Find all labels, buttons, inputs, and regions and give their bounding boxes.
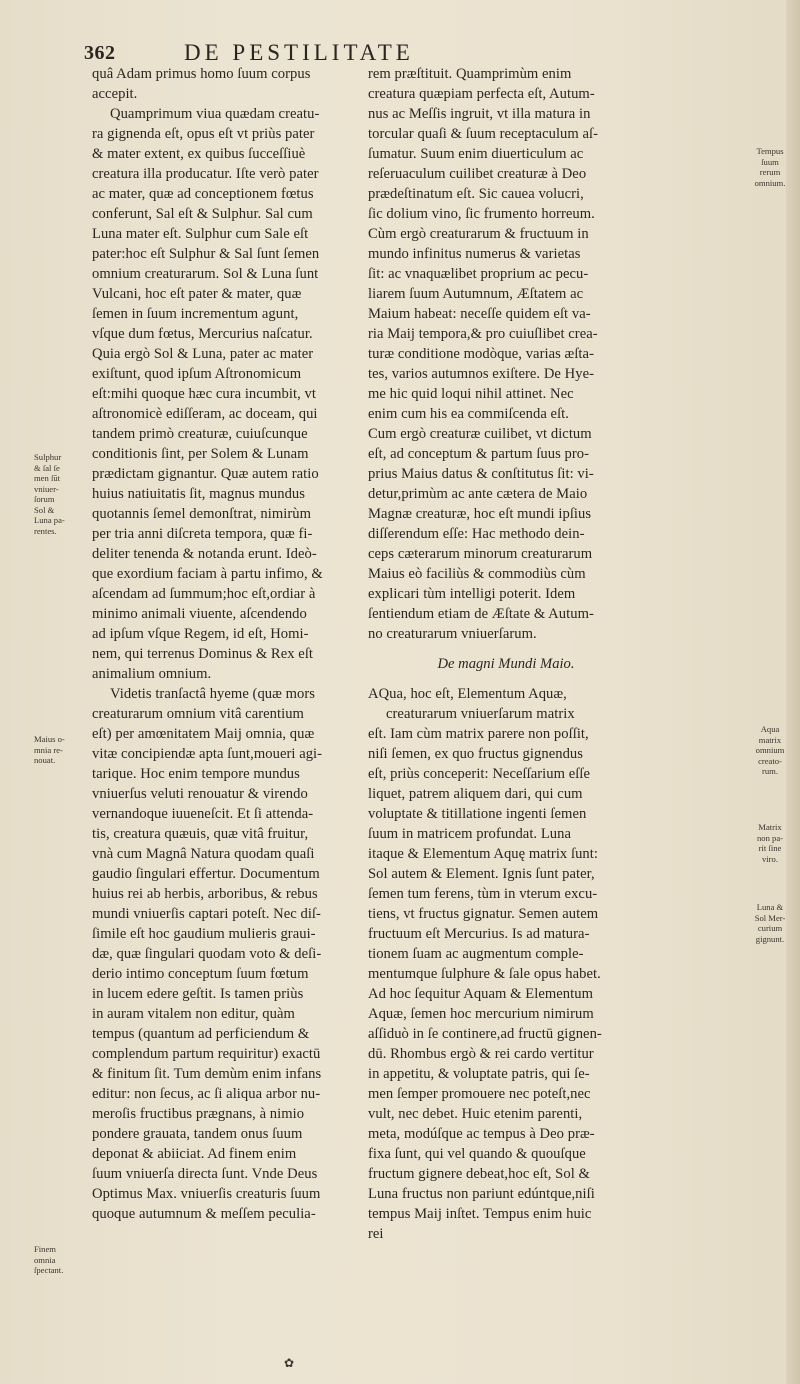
text-line: Maium habeat: neceſſe quidem eſt va-: [368, 306, 591, 322]
text-line: meroſis fructibus prægnans, à nimio: [92, 1106, 305, 1122]
page-number: 362: [84, 42, 116, 64]
text-line: prius Maius datus & conſtitutus ſit: vi-: [368, 466, 594, 482]
text-line: vult, nec debet. Huic etenim parenti,: [368, 1106, 583, 1122]
text-line: ſuum vniuerſa directa ſunt. Vnde Deus: [92, 1166, 318, 1182]
text-line: ra gignenda eſt, opus eſt vt priùs pater: [92, 126, 315, 142]
text-line: eſt. Iam cùm matrix parere non poſſit,: [368, 726, 589, 742]
text-line: ſuum in matricem profundat. Luna: [368, 826, 572, 842]
text-line: tempus Maij inſtet. Tempus enim huic: [368, 1206, 592, 1222]
text-line: explicari tùm intelligi poterit. Idem: [368, 586, 576, 602]
text-line: per tria anni diſcreta tempora, quæ fi-: [92, 526, 313, 542]
text-line: diſſerendum eſſe: Hac methodo dein-: [368, 526, 585, 542]
text-line: ac mater, quæ ad conceptionem fœtus: [92, 186, 314, 202]
right-text-column: [368, 64, 644, 1244]
text-line: AQua, hoc eſt, Elementum Aquæ,: [368, 686, 567, 702]
right-column-part-a: [368, 64, 644, 644]
text-line: conditionis ſint, per Solem & Lunam: [92, 446, 309, 462]
text-line: dū. Rhombus ergò & rei cardo vertitur: [368, 1046, 594, 1062]
text-line: Videtis tranſactâ hyeme (quæ mors: [110, 686, 316, 702]
text-line: eſt, priùs conceperit: Neceſſarium eſſe: [368, 766, 590, 782]
text-line: rei: [368, 1226, 384, 1242]
margin-note-finem: Finem omnia ſpectant.: [34, 1244, 64, 1275]
text-line: que exordium faciam à partu infimo, &: [92, 566, 323, 582]
text-line: tempus (quantum ad perficiendum &: [92, 1026, 310, 1042]
text-line: ſit: ac vnaquælibet proprium ac pecu-: [368, 266, 589, 282]
text-line: animalium omnium.: [92, 666, 212, 682]
text-line: ſic dolium vino, ſic frumento horreum.: [368, 206, 595, 222]
right-column-part-b: [368, 684, 644, 1244]
text-line: fixa ſunt, qui vel quando & quouſque: [368, 1146, 586, 1162]
margin-note-matrix: Matrix non pa- rit ſine viro.: [756, 822, 783, 864]
margin-note-luna: Luna & Sol Mer- curium gignunt.: [754, 902, 786, 944]
text-line: derio intimo conceptum ſuum fœtum: [92, 966, 309, 982]
text-line: niſi ſemen, ex quo fructus gignendus: [368, 746, 583, 762]
text-line: eſt:mihi quoque hæc cura incumbit, vt: [92, 386, 316, 402]
text-line: prædeſtinatum eſt. Sic cauea volucri,: [368, 186, 584, 202]
text-line: Magnæ creaturæ, hoc eſt mundi ipſius: [368, 506, 592, 522]
text-line: mundi vniuerſis captari poteſt. Nec diſ-: [92, 906, 321, 922]
text-line: liarem ſuum Autumnum, Æſtatem ac: [368, 286, 584, 302]
text-line: itaque & Elementum Aquę matrix ſunt:: [368, 846, 598, 862]
text-line: torcular quaſi & ſuum receptaculum aſ-: [368, 126, 599, 142]
text-line: accepit.: [92, 86, 138, 102]
text-line: vitæ concipiendæ apta ſunt,moueri agi-: [92, 746, 323, 762]
text-line: creatura quæpiam perfecta eſt, Autum-: [368, 86, 595, 102]
text-line: tes, varios autumnos exiſtere. De Hye-: [368, 366, 595, 382]
text-line: fructum gignere debeat,hoc eſt, Sol &: [368, 1166, 590, 1182]
text-line: eſt) per amœnitatem Maij omnia, quæ: [92, 726, 315, 742]
text-line: reſeruaculum cuilibet creaturæ à Deo: [368, 166, 587, 182]
text-line: Optimus Max. vniuerſis creaturis ſuum: [92, 1186, 321, 1202]
text-line: eſt, ad conceptum & partum ſuus pro-: [368, 446, 590, 462]
text-line: aſſiduò in ſe continere,ad fructū gignen-: [368, 1026, 602, 1042]
text-line: vnà cum Magnâ Natura quodam quaſi: [92, 846, 315, 862]
section-heading: De magni Mundi Maio.: [437, 656, 575, 672]
text-line: Luna fructus non pariunt edúntque,niſi: [368, 1186, 595, 1202]
text-line: Quia ergò Sol & Luna, pater ac mater: [92, 346, 314, 362]
text-line: creaturarum vniuerſarum matrix: [386, 706, 575, 722]
text-line: huius natiuitatis ſit, magnus mundus: [92, 486, 306, 502]
margin-note-sulphur: Sulphur & ſal ſe men ſūt vniuer- ſorum Sol & Luna pa- rentes.: [34, 452, 65, 536]
text-line: Luna mater eſt. Sulphur cum Sale eſt: [92, 226, 309, 242]
text-line: tarique. Hoc enim tempore mundus: [92, 766, 300, 782]
text-line: ſemen in ſuum incrementum agunt,: [92, 306, 299, 322]
text-line: & mater extent, ex quibus ſucceſſiuè: [92, 146, 306, 162]
text-line: tiens, vt fructus gignatur. Semen autem: [368, 906, 599, 922]
text-line: rem præſtituit. Quamprimùm enim: [368, 66, 572, 82]
page-edge: [786, 0, 800, 1384]
text-line: in appetitu, & voluptate patris, qui ſe-: [368, 1066, 590, 1082]
text-line: tis, creatura quæuis, quæ vitâ fruitur,: [92, 826, 309, 842]
text-line: prædictam gignantur. Quæ autem ratio: [92, 466, 319, 482]
text-line: liquet, patrem aliquem dari, qui cum: [368, 786, 583, 802]
text-line: conferunt, Sal eſt & Sulphur. Sal cum: [92, 206, 313, 222]
text-line: minimo animali viuente, aſcendendo: [92, 606, 307, 622]
text-line: deponat & abiiciat. Ad finem enim: [92, 1146, 297, 1162]
text-line: Quamprimum viua quædam creatu-: [110, 106, 320, 122]
text-line: dæ, quæ ſingulari quodam voto & deſi-: [92, 946, 322, 962]
text-line: gaudio ſingulari effertur. Documentum: [92, 866, 320, 882]
text-line: ſumatur. Suum enim diuerticulum ac: [368, 146, 584, 162]
text-line: detur,primùm ac ante cætera de Maio: [368, 486, 588, 502]
text-line: in auram vitalem non editur, quàm: [92, 1006, 295, 1022]
text-line: ſemen tum ferens, tùm in vterum excu-: [368, 886, 598, 902]
text-line: creatura illa producatur. Iſte verò pater: [92, 166, 319, 182]
text-line: nus ac Meſſis ingruit, vt illa matura in: [368, 106, 591, 122]
text-line: in lucem edere geſtit. Is tamen priùs: [92, 986, 304, 1002]
text-line: fructuum eſt Mercurius. Is ad matura-: [368, 926, 590, 942]
text-line: Cùm ergò creaturarum & fructuum in: [368, 226, 589, 242]
text-line: no creaturarum vniuerſarum.: [368, 626, 537, 642]
margin-note-maius: Maius o- mnia re- nouat.: [34, 734, 65, 765]
text-line: Vulcani, hoc eſt pater & mater, quæ: [92, 286, 302, 302]
text-line: quâ Adam primus homo ſuum corpus: [92, 66, 311, 82]
text-line: ria Maij tempora,& pro cuiuſlibet crea-: [368, 326, 598, 342]
text-line: vſque dum fœtus, Mercurius naſcatur.: [92, 326, 313, 342]
text-line: meta, modúſque ac tempus à Deo præ-: [368, 1126, 595, 1142]
text-line: ſentiendum etiam de Æſtate & Autum-: [368, 606, 594, 622]
text-line: ad ipſum vſque Regem, id eſt, Homi-: [92, 626, 309, 642]
left-text-column: [92, 64, 358, 1224]
text-line: Ad hoc ſequitur Aquam & Elementum: [368, 986, 593, 1002]
text-line: complendum partum requiritur) exactū: [92, 1046, 321, 1062]
text-line: enim cum his ea commiſcenda eſt.: [368, 406, 569, 422]
text-line: mentumque ſulphure & ſale opus habet.: [368, 966, 601, 982]
margin-note-tempus: Tempus ſuum rerum omnium.: [754, 146, 786, 188]
text-line: Sol autem & Element. Ignis ſunt pater,: [368, 866, 595, 882]
text-line: vernandoque iuueneſcit. Et ſi attenda-: [92, 806, 314, 822]
text-line: quoque autumnum & meſſem peculia-: [92, 1206, 316, 1222]
page-title: DE PESTILITATE: [184, 40, 414, 65]
text-line: ceps cæterarum minorum creaturarum: [368, 546, 593, 562]
text-line: Aquæ, ſemen hoc mercurium nimirum: [368, 1006, 594, 1022]
text-line: mundo infinitus numerus & varietas: [368, 246, 581, 262]
text-line: ſimile eſt hoc gaudium mulieris graui-: [92, 926, 316, 942]
text-line: voluptate & titillatione ingenti ſemen: [368, 806, 587, 822]
running-head: [84, 40, 764, 66]
text-line: nem, qui terrenus Dominus & Rex eſt: [92, 646, 314, 662]
text-line: turæ conditione modòque, varias æſta-: [368, 346, 594, 362]
text-line: aſcendam ad ſummum;hoc eſt,ordiar à: [92, 586, 316, 602]
text-line: Cum ergò creaturæ cuilibet, vt dictum: [368, 426, 592, 442]
text-line: exiſtunt, quod ipſum Aſtronomicum: [92, 366, 302, 382]
text-line: vniuerſus veluti renouatur & virendo: [92, 786, 308, 802]
text-line: me hic quid loqui nihil attinet. Nec: [368, 386, 574, 402]
text-line: men ſemper promouere nec poteſt,nec: [368, 1086, 591, 1102]
text-line: quotannis ſemel demonſtrat, nimirùm: [92, 506, 311, 522]
text-line: Maius eò faciliùs & commodiùs cùm: [368, 566, 586, 582]
margin-note-aqua: Aqua matrix omnium creato- rum.: [755, 724, 785, 776]
text-line: creaturarum omnium vitâ carentium: [92, 706, 304, 722]
text-line: tionem ſuam ac augmentum comple-: [368, 946, 584, 962]
text-line: & finitum ſit. Tum demùm enim infans: [92, 1066, 322, 1082]
text-line: deliter tenenda & notanda erunt. Ideò-: [92, 546, 317, 562]
text-line: tandem primò creaturæ, cuiuſcunque: [92, 426, 308, 442]
text-line: pater:hoc eſt Sulphur & Sal ſunt ſemen: [92, 246, 320, 262]
text-line: omnium creaturarum. Sol & Luna ſunt: [92, 266, 319, 282]
text-line: pondere grauata, tandem onus ſuum: [92, 1126, 303, 1142]
text-line: aſtronomicè ediſſeram, ac doceam, qui: [92, 406, 318, 422]
text-line: huius rei ab herbis, arboribus, & rebus: [92, 886, 318, 902]
ornament-mark: ✿: [284, 1356, 295, 1370]
text-line: editur: non ſecus, ac ſi aliqua arbor nu-: [92, 1086, 321, 1102]
